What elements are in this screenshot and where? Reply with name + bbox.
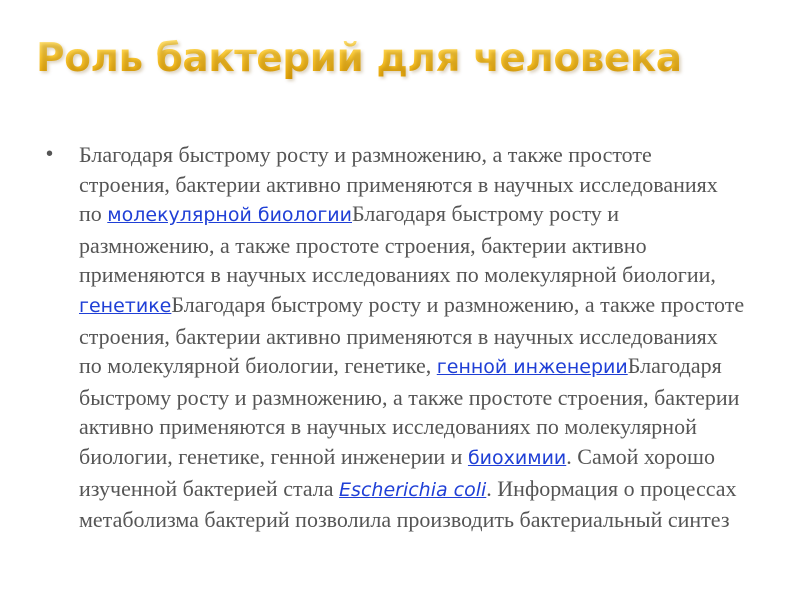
bullet-item [46, 140, 746, 535]
link-genetics[interactable]: генетике [79, 294, 172, 317]
bullet-dot-icon: • [46, 143, 54, 165]
text-segment: Благодаря быстрому росту и размножению, а также простоте строения, бактерии активно применяются в научных исследованиях по молекулярной биологии, генетике, [79, 291, 745, 379]
link-genetic-engineering[interactable]: генной инженерии [436, 356, 628, 379]
text-segment: Благодаря быстрому росту и размножению, а также простоте строения, бактерии активно применяются в научных исследованиях по молекулярной биологии, генетике, генной инженерии и [79, 353, 740, 469]
link-molecular-biology[interactable]: молекулярной биологии [107, 204, 352, 227]
link-escherichia-coli[interactable]: Escherichia coli [339, 478, 487, 501]
text-segment: Благодаря быстрому росту и размножению, а также простоте строения, бактерии активно применяются в научных исследованиях по молекулярной биологии, [79, 201, 716, 288]
link-biochemistry[interactable]: биохимии [467, 446, 567, 469]
text-segment: . Информация о процессах метаболизма бактерий позволила производить бактериальный синтез [79, 475, 737, 533]
text-segment: Благодаря быстрому росту и размножению, а также простоте строения, бактерии активно применяются в научных исследованиях по [79, 142, 718, 227]
slide-body [46, 140, 746, 535]
slide-title: Роль бактерий для человека [36, 36, 682, 81]
text-segment: . Самой хорошо изученной бактерией стала [79, 443, 716, 501]
